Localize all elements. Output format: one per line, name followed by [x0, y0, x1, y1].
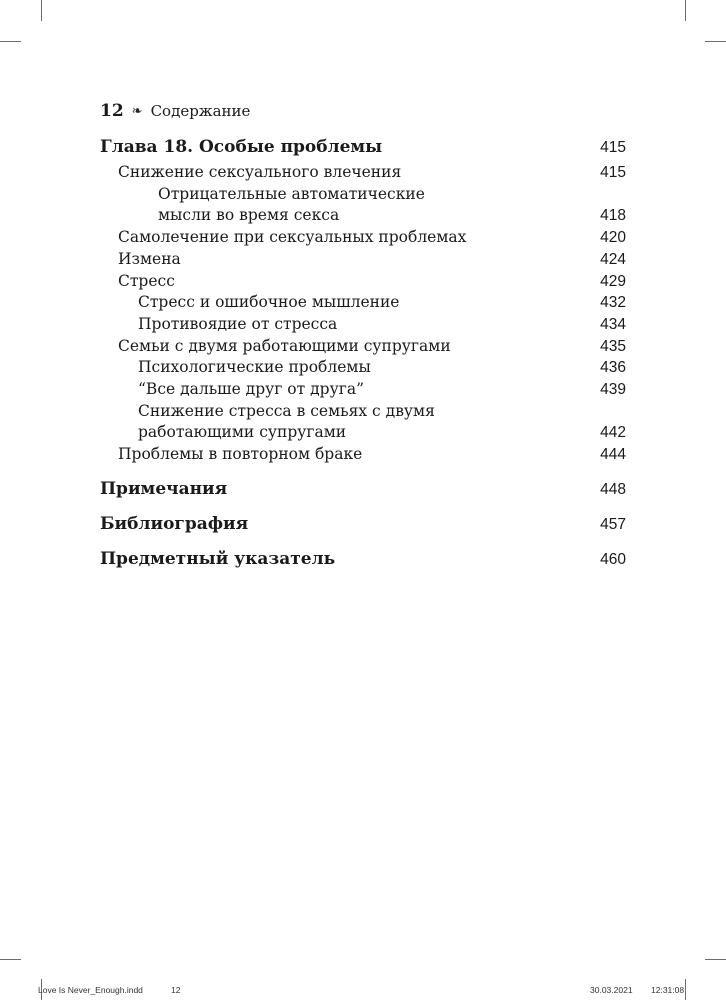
crop-mark	[685, 979, 686, 1000]
toc-page: 420	[600, 229, 626, 247]
toc-back-matter[interactable]	[100, 472, 626, 507]
toc-title: Глава 18. Особые проблемы	[100, 137, 383, 157]
toc-title: Психологические проблемы	[138, 358, 371, 377]
toc-title: Снижение сексуального влечения	[118, 163, 402, 181]
toc-item[interactable]	[100, 292, 626, 314]
toc-item[interactable]	[100, 357, 626, 379]
crop-mark	[705, 41, 726, 42]
toc-item[interactable]	[100, 336, 626, 358]
slug-date: 30.03.2021	[590, 985, 633, 995]
toc-chapter[interactable]	[100, 133, 626, 162]
toc-item[interactable]	[100, 271, 626, 293]
crop-mark	[0, 41, 21, 42]
running-header	[100, 100, 250, 122]
toc-page: 448	[600, 480, 626, 498]
toc-item[interactable]	[100, 227, 626, 249]
toc-item[interactable]	[100, 205, 626, 227]
table-of-contents	[100, 133, 626, 577]
toc-page: 442	[600, 424, 626, 442]
slug-file-page: 12	[171, 985, 181, 995]
crop-mark	[685, 0, 686, 21]
toc-title: Противоядие от стресса	[138, 314, 338, 333]
toc-item[interactable]	[100, 184, 626, 206]
toc-page: 432	[600, 294, 626, 312]
toc-title: Снижение стресса в семьях с двумя	[138, 401, 435, 420]
toc-back-matter[interactable]	[100, 542, 626, 577]
toc-item[interactable]	[100, 249, 626, 271]
toc-title: “Все дальше друг от друга”	[138, 380, 365, 399]
toc-page: 418	[600, 207, 626, 225]
toc-title: Семьи с двумя работающими супругами	[118, 336, 451, 355]
toc-title: Предметный указатель	[100, 548, 336, 569]
toc-back-matter[interactable]	[100, 507, 626, 542]
toc-title: Библиография	[100, 513, 249, 534]
toc-page: 457	[600, 515, 626, 533]
toc-page: 429	[600, 272, 626, 290]
slug-time: 12:31:08	[651, 985, 685, 995]
toc-page: 415	[600, 139, 626, 156]
toc-page: 435	[600, 337, 626, 355]
toc-item[interactable]	[100, 314, 626, 336]
toc-title: работающими супругами	[138, 423, 347, 442]
ornament-icon: ❧	[131, 103, 143, 119]
toc-item[interactable]	[100, 162, 626, 184]
crop-mark	[0, 959, 21, 960]
section-title: Содержание	[150, 102, 251, 120]
toc-item[interactable]	[100, 401, 626, 423]
toc-item[interactable]	[100, 422, 626, 444]
crop-mark	[41, 0, 42, 21]
crop-mark	[705, 959, 726, 960]
toc-title: Самолечение при сексуальных проблемах	[118, 228, 467, 247]
slug-file-name: Love Is Never_Enough.indd	[38, 985, 143, 995]
toc-title: Измена	[118, 249, 181, 268]
toc-page: 434	[600, 315, 626, 333]
toc-page: 415	[600, 164, 626, 181]
toc-item[interactable]	[100, 444, 626, 466]
toc-item[interactable]	[100, 379, 626, 401]
page-number: 12	[100, 101, 124, 121]
toc-page: 436	[600, 359, 626, 377]
toc-title: Стресс и ошибочное мышление	[138, 293, 400, 312]
toc-page: 439	[600, 381, 626, 399]
toc-title: Проблемы в повторном браке	[118, 445, 363, 464]
toc-title: Отрицательные автоматические	[158, 184, 425, 203]
toc-title: Стресс	[118, 271, 175, 290]
toc-page: 444	[600, 446, 626, 464]
toc-title: мысли во время секса	[158, 206, 340, 225]
toc-page: 424	[600, 250, 626, 268]
toc-title: Примечания	[100, 478, 228, 499]
toc-page: 460	[600, 550, 626, 568]
